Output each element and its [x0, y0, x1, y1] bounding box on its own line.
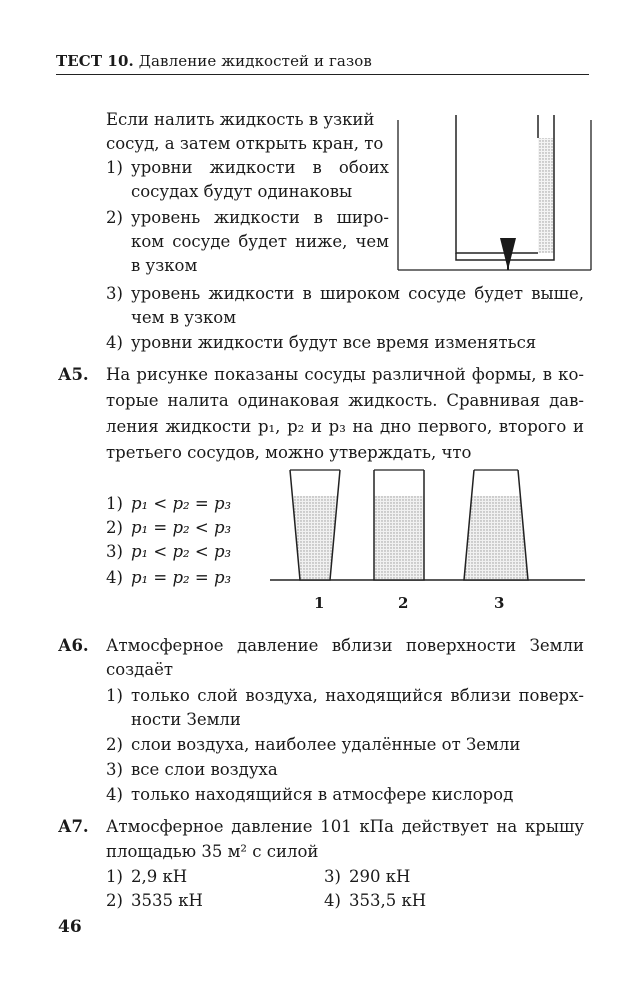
a6-option-3-line-1: все слои воздуха [131, 760, 278, 779]
a5-line-1: На рисунке показаны сосуды различной формы, в ко- [106, 365, 584, 384]
a5-line-3: ления жидкости p₁, p₂ и p₃ на дно первого, второго и [106, 417, 584, 436]
a7-option-2-num: 2) [106, 891, 123, 910]
a6-number: А6. [58, 636, 89, 655]
a5-option-1-num: 1) [106, 494, 123, 513]
a7-option-3-num: 3) [324, 867, 341, 886]
three-vessels-figure [270, 466, 585, 586]
vessel-1-label: 1 [314, 594, 325, 612]
a7-option-4-num: 4) [324, 891, 341, 910]
narrow-vessel-liquid [538, 138, 554, 253]
a4-option-1-line-2: сосудах будут одинаковы [131, 182, 353, 201]
a5-option-4-text: p₁ = p₂ = p₃ [131, 568, 232, 587]
a6-line-2: создаёт [106, 660, 174, 679]
a5-option-3-num: 3) [106, 542, 123, 561]
a4-option-4-line-1: уровни жидкости будут все время изменяться [131, 333, 537, 352]
a6-option-2-num: 2) [106, 735, 123, 754]
a5-option-3-text: p₁ < p₂ < p₃ [131, 542, 232, 561]
a7-line-1: Атмосферное давление 101 кПа действует на крышу [106, 817, 584, 836]
a7-number: А7. [58, 817, 89, 836]
a7-line-2: площадью 35 м² с силой [106, 842, 319, 861]
a4-option-3-num: 3) [106, 284, 123, 303]
a5-option-2-num: 2) [106, 518, 123, 537]
test-title: Давление жидкостей и газов [138, 52, 372, 70]
page-header [56, 52, 589, 75]
a6-option-1-num: 1) [106, 686, 123, 705]
a6-option-2-line-1: слои воздуха, наиболее удалённые от Земли [131, 735, 521, 754]
a4-option-2-line-3: в узком [131, 256, 198, 275]
a5-option-2-text: p₁ = p₂ < p₃ [131, 518, 232, 537]
a4-option-2-line-2: ком сосуде будет ниже, чем [131, 232, 389, 251]
a4-option-3-line-1: уровень жидкости в широком сосуде будет выше, [131, 284, 584, 303]
page-number: 46 [58, 917, 82, 937]
a5-line-4: третьего сосудов, можно утверждать, что [106, 443, 472, 462]
vessel-3-label: 3 [494, 594, 505, 612]
a6-line-1: Атмосферное давление вблизи поверхности Земли [106, 636, 584, 655]
a5-line-2: торые налита одинаковая жидкость. Сравнивая дав- [106, 391, 584, 410]
a7-option-4-text: 353,5 кН [349, 891, 427, 910]
a6-option-4-line-1: только находящийся в атмосфере кислород [131, 785, 514, 804]
wide-vessel [456, 115, 538, 253]
a4-intro-line-1: Если налить жидкость в узкий [106, 110, 375, 129]
a4-option-1-num: 1) [106, 158, 123, 177]
communicating-vessels-figure [395, 110, 595, 275]
a7-option-3-text: 290 кН [349, 867, 411, 886]
vessel-2-label: 2 [398, 594, 409, 612]
a6-option-1-line-2: ности Земли [131, 710, 241, 729]
a4-option-4-num: 4) [106, 333, 123, 352]
a4-option-2-line-1: уровень жидкости в широ- [131, 208, 389, 227]
a4-option-1-line-1: уровни жидкости в обоих [131, 158, 389, 177]
vessel-2-liquid [374, 496, 424, 580]
a5-option-1-text: p₁ < p₂ = p₃ [131, 494, 232, 513]
a4-option-3-line-2: чем в узком [131, 308, 237, 327]
test-number: ТЕСТ 10. [56, 52, 134, 70]
a7-option-2-text: 3535 кН [131, 891, 203, 910]
a7-option-1-num: 1) [106, 867, 123, 886]
vessel-3-liquid [464, 496, 528, 580]
a6-option-1-line-1: только слой воздуха, находящийся вблизи поверх- [131, 686, 584, 705]
a4-option-2-num: 2) [106, 208, 123, 227]
a6-option-4-num: 4) [106, 785, 123, 804]
a4-intro-line-2: сосуд, а затем открыть кран, то [106, 134, 384, 153]
a5-number: А5. [58, 365, 89, 384]
a6-option-3-num: 3) [106, 760, 123, 779]
a7-option-1-text: 2,9 кН [131, 867, 188, 886]
a5-option-4-num: 4) [106, 568, 123, 587]
